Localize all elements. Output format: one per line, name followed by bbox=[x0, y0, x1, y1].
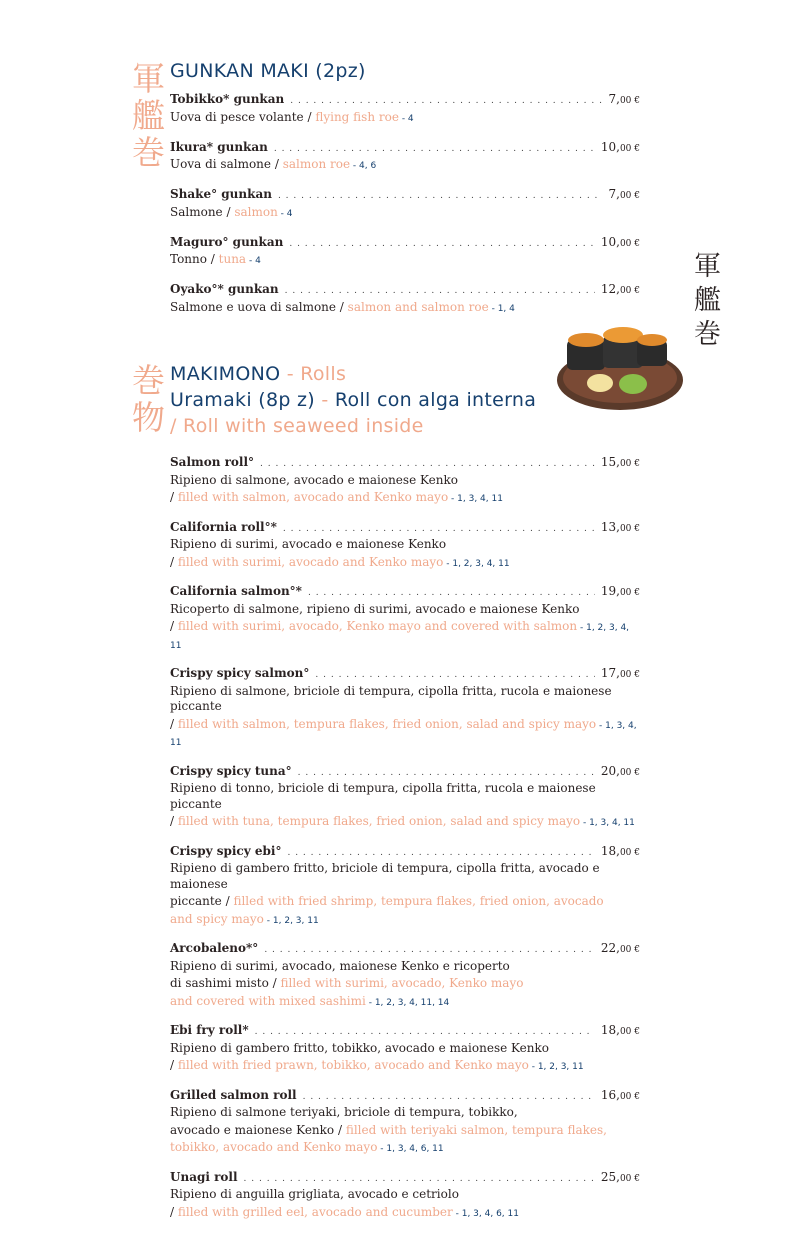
menu-item bbox=[170, 844, 640, 930]
description-en: filled with surimi, avocado, Kenko mayo and covered with salmon bbox=[177, 619, 578, 633]
gunkan-title: GUNKAN MAKI (2pz) bbox=[170, 60, 366, 82]
item-price bbox=[601, 584, 640, 602]
item-header bbox=[170, 455, 640, 473]
item-price bbox=[609, 187, 641, 205]
gunkan-items bbox=[170, 92, 640, 317]
item-description-line bbox=[170, 602, 640, 620]
item-header bbox=[170, 235, 640, 253]
item-header bbox=[170, 1023, 640, 1041]
item-description-line bbox=[170, 1041, 640, 1059]
menu-item bbox=[170, 235, 640, 270]
price-main: 13, bbox=[600, 519, 620, 534]
item-description-line bbox=[170, 537, 640, 555]
leader-dots bbox=[255, 1025, 595, 1041]
item-description-line bbox=[170, 912, 640, 930]
description-it: / bbox=[170, 554, 178, 569]
price-main: 16, bbox=[600, 1087, 620, 1102]
menu-item bbox=[170, 584, 640, 654]
allergens: - 4 bbox=[277, 208, 293, 219]
leader-dots bbox=[244, 1172, 595, 1188]
description-en: and covered with mixed sashimi bbox=[170, 993, 366, 1008]
item-header bbox=[170, 140, 640, 158]
leader-dots bbox=[289, 237, 595, 253]
description-it: / bbox=[170, 1204, 178, 1219]
description-it: Ripieno di surimi, avocado e maionese Kenko bbox=[170, 537, 447, 551]
item-price bbox=[601, 235, 640, 253]
makimono-section bbox=[170, 361, 640, 1234]
item-price bbox=[601, 1170, 640, 1188]
item-header bbox=[170, 1088, 640, 1106]
description-en: filled with salmon, tempura flakes, fried onion, salad and spicy mayo bbox=[177, 716, 597, 731]
item-description bbox=[170, 205, 640, 223]
leader-dots bbox=[260, 457, 595, 473]
price-decimal: 00 € bbox=[619, 286, 640, 296]
allergens: - 1, 3, 4, 6, 11 bbox=[377, 1144, 444, 1154]
item-description-line bbox=[170, 1123, 640, 1141]
allergens: - 1, 3, 4, 11 bbox=[170, 720, 637, 748]
price-decimal: 00 € bbox=[619, 1091, 640, 1102]
item-price bbox=[601, 140, 640, 158]
description-en: and spicy mayo bbox=[170, 911, 264, 926]
item-description-line bbox=[170, 555, 640, 573]
description-en: flying fish roe bbox=[315, 109, 399, 124]
price-decimal: 00 € bbox=[619, 143, 640, 154]
allergens: - 1, 2, 3, 11 bbox=[528, 1062, 584, 1072]
item-description-line bbox=[170, 781, 640, 814]
leader-dots bbox=[308, 586, 595, 602]
item-header bbox=[170, 941, 640, 959]
gunkan-kanji-2: 艦 bbox=[132, 96, 165, 135]
item-name: Salmon roll° bbox=[170, 455, 255, 469]
gunkan-kanji-3: 巻 bbox=[132, 133, 165, 172]
item-description-line bbox=[170, 1058, 640, 1076]
price-main: 25, bbox=[600, 1169, 620, 1184]
item-description-line bbox=[170, 814, 640, 832]
allergens: - 1, 3, 4, 6, 11 bbox=[452, 1208, 519, 1219]
allergens: - 1, 3, 4, 11 bbox=[448, 494, 503, 504]
leader-dots bbox=[303, 1090, 595, 1106]
makimono-title-accent: - Rolls bbox=[280, 363, 347, 385]
allergens: - 1, 3, 4, 11 bbox=[580, 818, 635, 828]
makimono-subtitle-main: Uramaki (8p z) bbox=[170, 389, 316, 411]
item-name: Shake° gunkan bbox=[170, 187, 272, 201]
price-decimal: 00 € bbox=[619, 1027, 640, 1037]
description-it: Ricoperto di salmone, ripieno di surimi, avocado e maionese Kenko bbox=[170, 601, 580, 616]
makimono-kanji bbox=[132, 361, 165, 438]
menu-item bbox=[170, 187, 640, 222]
price-decimal: 00 € bbox=[619, 191, 640, 201]
leader-dots bbox=[264, 943, 595, 959]
price-main: 19, bbox=[600, 584, 620, 598]
item-description bbox=[170, 157, 640, 175]
side-kanji-2: 艦 bbox=[694, 285, 721, 316]
description-it: piccante / bbox=[170, 894, 234, 908]
description-it: Tonno / bbox=[170, 252, 219, 266]
makimono-title-main: MAKIMONO bbox=[170, 363, 281, 385]
description-en: filled with grilled eel, avocado and cucumber bbox=[177, 1204, 453, 1219]
menu-item bbox=[170, 455, 640, 508]
item-description-line bbox=[170, 1105, 640, 1123]
makimono-kanji-1: 巻 bbox=[132, 361, 165, 400]
item-description-line bbox=[170, 959, 640, 977]
item-description bbox=[170, 300, 640, 318]
item-description bbox=[170, 110, 640, 128]
price-decimal: 00 € bbox=[619, 670, 640, 680]
item-header bbox=[170, 187, 640, 205]
item-description-line bbox=[170, 1140, 640, 1158]
leader-dots bbox=[290, 94, 602, 110]
item-header bbox=[170, 1170, 640, 1188]
description-en: salmon roe bbox=[282, 157, 351, 171]
makimono-subtitle-main2: Roll con alga interna bbox=[334, 389, 537, 411]
price-main: 22, bbox=[600, 941, 620, 955]
price-main: 18, bbox=[600, 1023, 620, 1037]
makimono-title bbox=[170, 361, 640, 387]
menu-item bbox=[170, 140, 640, 175]
description-en: salmon bbox=[234, 204, 278, 219]
menu-item bbox=[170, 1088, 640, 1158]
description-it: Ripieno di gambero fritto, briciole di tempura, cipolla fritta, avocado e maionese bbox=[170, 861, 600, 891]
price-main: 7, bbox=[608, 187, 620, 201]
description-en: filled with surimi, avocado and Kenko mayo bbox=[177, 554, 444, 569]
price-main: 12, bbox=[600, 282, 620, 296]
item-name: Unagi roll bbox=[170, 1169, 238, 1184]
item-price bbox=[601, 520, 640, 538]
item-name: Tobikko* gunkan bbox=[170, 92, 285, 106]
makimono-subtitle bbox=[170, 387, 640, 413]
leader-dots bbox=[278, 189, 603, 205]
item-price bbox=[601, 282, 640, 300]
description-en: filled with fried prawn, tobikko, avocado and Kenko mayo bbox=[177, 1058, 529, 1072]
item-name: Oyako°* gunkan bbox=[170, 282, 279, 296]
item-description bbox=[170, 252, 640, 270]
description-it: Ripieno di tonno, briciole di tempura, cipolla fritta, rucola e maionese piccante bbox=[170, 781, 596, 811]
allergens: - 1, 2, 3, 4, 11, 14 bbox=[365, 997, 450, 1008]
menu-item bbox=[170, 1023, 640, 1076]
description-en: filled with tuna, tempura flakes, fried onion, salad and spicy mayo bbox=[177, 814, 581, 828]
price-decimal: 00 € bbox=[619, 459, 640, 469]
description-en: filled with fried shrimp, tempura flakes, fried onion, avocado bbox=[233, 894, 604, 908]
description-it: Salmone / bbox=[170, 204, 235, 219]
item-description-line bbox=[170, 861, 640, 894]
item-name: California roll°* bbox=[170, 519, 277, 534]
price-main: 17, bbox=[600, 666, 620, 680]
item-price bbox=[601, 941, 640, 959]
description-it: / bbox=[170, 619, 178, 633]
description-en: filled with teriyaki salmon, tempura flakes, bbox=[345, 1122, 607, 1137]
price-decimal: 00 € bbox=[619, 1173, 640, 1184]
leader-dots bbox=[274, 142, 595, 158]
description-en: filled with salmon, avocado and Kenko mayo bbox=[177, 490, 449, 504]
item-header bbox=[170, 282, 640, 300]
description-it: Ripieno di salmone, briciole di tempura, cipolla fritta, rucola e maionese piccante bbox=[170, 683, 612, 713]
item-price bbox=[601, 666, 640, 684]
item-name: Crispy spicy tuna° bbox=[170, 763, 292, 778]
item-price bbox=[601, 764, 640, 782]
makimono-items bbox=[170, 455, 640, 1222]
price-decimal: 00 € bbox=[619, 96, 640, 106]
side-kanji bbox=[694, 253, 721, 355]
leader-dots bbox=[287, 846, 594, 862]
item-header bbox=[170, 764, 640, 782]
makimono-subtitle-en bbox=[170, 413, 640, 439]
gunkan-kanji-1: 軍 bbox=[132, 59, 165, 98]
description-it: Uova di salmone / bbox=[170, 157, 283, 171]
makimono-kanji-2: 物 bbox=[132, 398, 165, 437]
description-it: Ripieno di anguilla grigliata, avocado e cetriolo bbox=[170, 1187, 459, 1201]
leader-dots bbox=[285, 284, 595, 300]
price-decimal: 00 € bbox=[619, 767, 640, 778]
item-name: Crispy spicy ebi° bbox=[170, 843, 282, 858]
description-it: Ripieno di salmone teriyaki, briciole di tempura, tobikko, bbox=[170, 1105, 518, 1119]
description-it: / bbox=[170, 1058, 178, 1072]
item-description-line bbox=[170, 619, 640, 654]
description-en: tobikko, avocado and Kenko mayo bbox=[170, 1140, 378, 1154]
item-name: Grilled salmon roll bbox=[170, 1087, 297, 1102]
item-price bbox=[609, 92, 641, 110]
description-it: Uova di pesce volante / bbox=[170, 109, 316, 124]
item-description-line bbox=[170, 684, 640, 717]
description-en: filled with surimi, avocado, Kenko mayo bbox=[280, 976, 524, 990]
allergens: - 1, 2, 3, 11 bbox=[263, 915, 319, 926]
price-decimal: 00 € bbox=[619, 238, 640, 249]
item-header bbox=[170, 844, 640, 862]
menu-item bbox=[170, 764, 640, 832]
item-description-line bbox=[170, 1205, 640, 1223]
item-name: Ebi fry roll* bbox=[170, 1023, 249, 1037]
allergens: - 1, 4 bbox=[488, 303, 515, 314]
menu-item bbox=[170, 666, 640, 752]
item-name: Arcobaleno*° bbox=[170, 941, 259, 955]
menu-item bbox=[170, 92, 640, 127]
price-main: 10, bbox=[600, 234, 620, 249]
price-decimal: 00 € bbox=[619, 945, 640, 955]
description-en: tuna bbox=[218, 252, 247, 266]
allergens: - 1, 2, 3, 4, 11 bbox=[170, 623, 630, 651]
item-description-line bbox=[170, 490, 640, 508]
price-main: 20, bbox=[600, 763, 620, 778]
description-it: Salmone e uova di salmone / bbox=[170, 299, 348, 314]
item-header bbox=[170, 666, 640, 684]
item-name: Maguro° gunkan bbox=[170, 234, 284, 249]
item-header bbox=[170, 520, 640, 538]
menu-item bbox=[170, 282, 640, 317]
price-decimal: 00 € bbox=[619, 523, 640, 534]
description-it: Ripieno di salmone, avocado e maionese Kenko bbox=[170, 472, 458, 487]
item-header bbox=[170, 584, 640, 602]
item-description-line bbox=[170, 1187, 640, 1205]
price-main: 18, bbox=[600, 843, 620, 858]
description-it: / bbox=[170, 814, 178, 828]
price-decimal: 00 € bbox=[619, 847, 640, 858]
menu-item bbox=[170, 1170, 640, 1223]
price-main: 10, bbox=[600, 139, 620, 154]
makimono-subtitle-accent: - bbox=[315, 389, 335, 411]
item-price bbox=[601, 1023, 640, 1041]
allergens: - 1, 2, 3, 4, 11 bbox=[443, 558, 510, 569]
description-it: / bbox=[170, 716, 178, 731]
item-header bbox=[170, 92, 640, 110]
item-name: Crispy spicy salmon° bbox=[170, 666, 310, 680]
leader-dots bbox=[315, 668, 594, 684]
side-kanji-3: 巻 bbox=[694, 319, 721, 350]
description-it: avocado e maionese Kenko / bbox=[170, 1122, 346, 1137]
item-price bbox=[601, 844, 640, 862]
menu-item bbox=[170, 941, 640, 1011]
price-main: 15, bbox=[600, 455, 620, 469]
gunkan-kanji bbox=[132, 59, 165, 173]
leader-dots bbox=[298, 766, 595, 782]
description-it: di sashimi misto / bbox=[170, 976, 281, 990]
price-main: 7, bbox=[608, 92, 620, 106]
makimono-subtitle-en-text: / Roll with seaweed inside bbox=[170, 415, 424, 437]
allergens: - 4, 6 bbox=[350, 161, 377, 171]
allergens: - 4 bbox=[398, 113, 414, 124]
item-name: California salmon°* bbox=[170, 584, 302, 598]
price-decimal: 00 € bbox=[619, 588, 640, 598]
item-description-line bbox=[170, 976, 640, 994]
description-it: Ripieno di surimi, avocado, maionese Kenko e ricoperto bbox=[170, 958, 510, 973]
side-kanji-1: 軍 bbox=[694, 251, 721, 282]
item-price bbox=[601, 455, 640, 473]
item-description-line bbox=[170, 894, 640, 912]
item-description-line bbox=[170, 994, 640, 1012]
leader-dots bbox=[283, 522, 595, 538]
allergens: - 4 bbox=[246, 256, 261, 266]
menu-item bbox=[170, 520, 640, 573]
item-description-line bbox=[170, 717, 640, 752]
gunkan-section bbox=[170, 58, 640, 330]
description-it: / bbox=[170, 490, 178, 504]
description-en: salmon and salmon roe bbox=[347, 299, 489, 314]
description-it: Ripieno di gambero fritto, tobikko, avocado e maionese Kenko bbox=[170, 1040, 549, 1055]
item-description-line bbox=[170, 473, 640, 491]
item-price bbox=[601, 1088, 640, 1106]
item-name: Ikura* gunkan bbox=[170, 139, 268, 154]
